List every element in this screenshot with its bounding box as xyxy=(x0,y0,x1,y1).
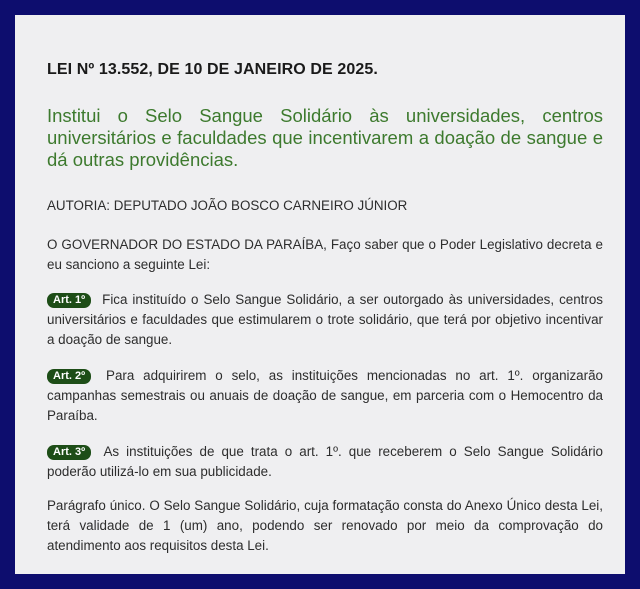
authorship: AUTORIA: DEPUTADO JOÃO BOSCO CARNEIRO JÚNIOR xyxy=(47,198,408,213)
article-2 xyxy=(47,366,603,426)
article-2-text: Para adquirirem o selo, as instituições mencionadas no art. 1º. organizarão campanhas semestrais ou anuais de doação de sangue, em parceria com o Hemocentro da Paraíba. xyxy=(47,368,603,423)
article-1-text: Fica instituído o Selo Sangue Solidário, a ser outorgado às universidades, centros universitários e faculdades que estimularem o trote solidário, que terá por objetivo incentivar a doação de sangue. xyxy=(47,292,603,347)
article-3-badge: Art. 3º xyxy=(47,445,91,460)
article-3-text: As instituições de que trata o art. 1º. que receberem o Selo Sangue Solidário poderão utilizá-lo em sua publicidade. xyxy=(47,444,604,479)
sole-paragraph: Parágrafo único. O Selo Sangue Solidário, cuja formatação consta do Anexo Único desta Lei, terá validade de 1 (um) ano, podendo ser renovado por meio da comprovação do atendimento aos requisitos desta Lei. xyxy=(47,498,603,553)
law-ementa: Institui o Selo Sangue Solidário às universidades, centros universitários e faculdades que incentivarem a doação de sangue e dá outras providências. xyxy=(47,105,603,170)
preamble: O GOVERNADOR DO ESTADO DA PARAÍBA, Faço saber que o Poder Legislativo decreta e eu sanciono a seguinte Lei: xyxy=(47,237,603,272)
article-2-badge: Art. 2º xyxy=(47,369,91,384)
document-frame xyxy=(15,15,625,574)
law-title: LEI Nº 13.552, DE 10 DE JANEIRO DE 2025. xyxy=(47,61,378,78)
article-3 xyxy=(47,442,603,482)
article-1 xyxy=(47,290,603,350)
article-1-badge: Art. 1º xyxy=(47,293,91,308)
